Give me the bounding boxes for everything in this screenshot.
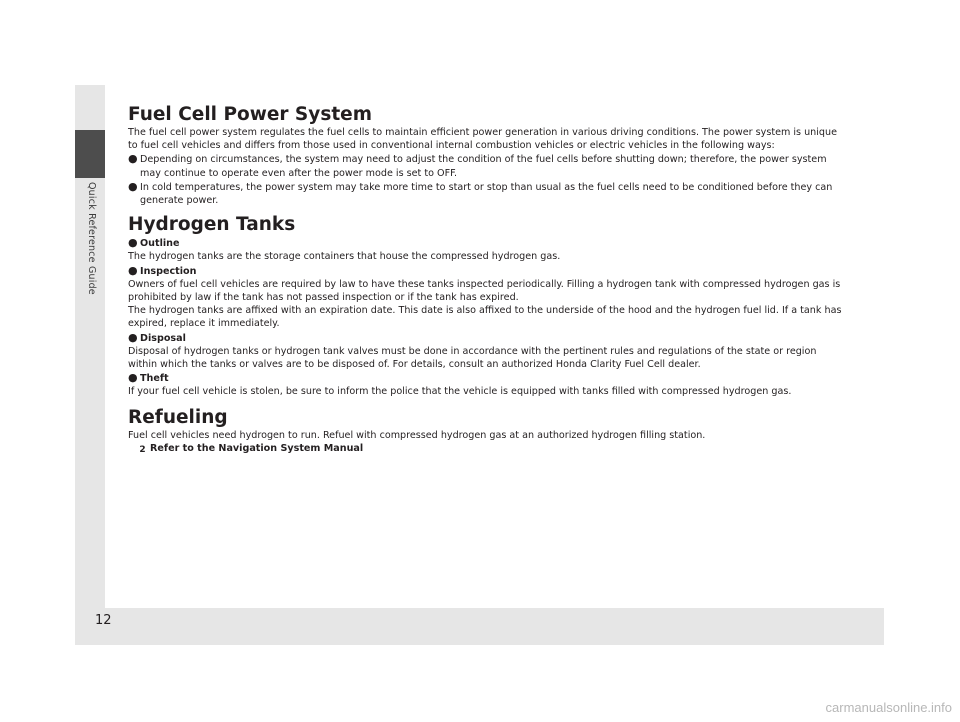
bullet-icon: ● bbox=[128, 152, 138, 166]
content bbox=[128, 104, 848, 455]
page-number: 12 bbox=[95, 613, 112, 628]
bullet-icon: ● bbox=[128, 330, 138, 344]
watermark: carmanualsonline.info bbox=[825, 700, 952, 715]
fuel-cell-bullet bbox=[128, 180, 848, 207]
section-title-hydrogen-tanks: Hydrogen Tanks bbox=[128, 214, 296, 236]
chapter-tab bbox=[75, 130, 105, 178]
disposal-heading: ● Disposal bbox=[128, 330, 186, 344]
bullet-text: Depending on circumstances, the system may need to adjust the condition of the fuel cells before shutting down; therefore, the power system may continue to operate even after the power mode is set to OFF. bbox=[140, 154, 827, 179]
bullet-text: In cold temperatures, the power system may take more time to start or stop than usual as the fuel cells need to be conditioned before they can generate power. bbox=[140, 181, 833, 207]
bullet-icon: ● bbox=[128, 371, 138, 385]
outline-text: The hydrogen tanks are the storage containers that house the compressed hydrogen gas. bbox=[128, 251, 561, 263]
outline-heading: ● Outline bbox=[128, 236, 180, 250]
inspection-text-2: The hydrogen tanks are affixed with an expiration date. This date is also affixed to the underside of the hood and the hydrogen fuel lid. If a tank has expired, replace it immediately. bbox=[128, 305, 842, 330]
inspection-heading: ● Inspection bbox=[128, 263, 197, 277]
bullet-icon: ● bbox=[128, 263, 138, 277]
side-label: Quick Reference Guide bbox=[86, 182, 97, 295]
inspection-text-1: Owners of fuel cell vehicles are required by law to have these tanks inspected periodically. Filling a hydrogen tank with compressed hydrogen gas is prohibited by law if the tank has not passed inspection or if the tank has expired. bbox=[128, 278, 841, 304]
theft-text: If your fuel cell vehicle is stolen, be sure to inform the police that the vehicle is equipped with tanks filled with compressed hydrogen gas. bbox=[128, 386, 792, 398]
reference-link[interactable] bbox=[128, 442, 848, 455]
refueling-text: Fuel cell vehicles need hydrogen to run. Refuel with compressed hydrogen gas at an authorized hydrogen filling station. bbox=[128, 429, 706, 441]
bullet-icon: ● bbox=[128, 179, 138, 193]
fuel-cell-bullet bbox=[128, 152, 848, 179]
bullet-icon: ● bbox=[128, 236, 138, 250]
disposal-text: Disposal of hydrogen tanks or hydrogen tank valves must be done in accordance with the pertinent rules and regulations of the state or region within which the tanks or valves are to be disposed of. For details, consult an authorized Honda Clarity Fuel Cell dealer. bbox=[128, 345, 817, 371]
section-title-fuel-cell: Fuel Cell Power System bbox=[128, 104, 372, 125]
reference-arrow-icon: 2 bbox=[139, 444, 146, 455]
section-title-refueling: Refueling bbox=[128, 406, 228, 428]
fuel-cell-intro: The fuel cell power system regulates the fuel cells to maintain efficient power generation in various driving conditions. The power system is unique to fuel cell vehicles and differs from those used in conventional internal combustion vehicles or electric vehicles in the following ways: bbox=[128, 127, 837, 152]
theft-heading: ● Theft bbox=[128, 371, 169, 385]
reference-text: Refer to the Navigation System Manual bbox=[150, 442, 364, 454]
